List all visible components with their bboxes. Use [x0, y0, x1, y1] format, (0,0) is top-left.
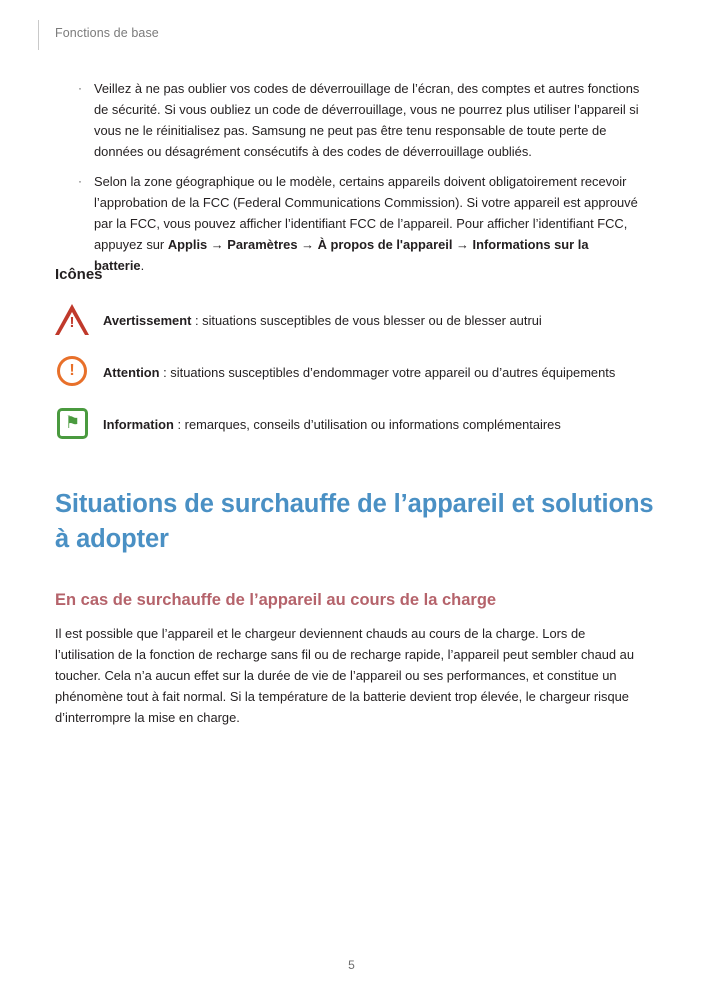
- information-glyph: ⚑: [64, 413, 81, 432]
- icons-heading: Icônes: [55, 266, 103, 283]
- icon-legend-text: [103, 311, 542, 330]
- bullet-text-segment: Selon la zone géographique ou le modèle, certains appareils doivent obligatoirement recevoir l’approbation de la FCC (Federal Communications Commission). Si votre appareil est approuvé par la FCC, vous pouvez afficher l’identifiant FCC de l’appareil. Pour afficher l’identifiant FCC, appuyez sur: [94, 174, 638, 252]
- section-paragraph: Il est possible que l’appareil et le chargeur deviennent chauds au cours de la charge. Lors de l’utilisation de la fonction de recharge sans fil ou de recharge rapide, l’appareil peut sembler chaud au toucher. Cela n’a aucun effet sur la durée de vie de l’appareil ou ses performances, et constitue un phénomène tout à fait normal. Si la température de la batterie devient trop élevée, le chargeur risque d’interrompre la mise en charge.: [55, 626, 635, 725]
- bullet-text: [94, 171, 641, 276]
- bullet-list: [78, 78, 641, 285]
- bullet-text-bold-apropos: À propos de l'appareil: [317, 237, 453, 252]
- warning-triangle-icon: [55, 302, 91, 338]
- section-subtitle: En cas de surchauffe de l’appareil au cours de la charge: [55, 591, 497, 609]
- bullet-text-bold-applis: Applis: [167, 237, 208, 252]
- bullet-text-arrow: →: [297, 237, 318, 252]
- bullet-marker: ·: [78, 174, 82, 188]
- icon-legend-term: Information: [103, 416, 174, 432]
- bullet-text-arrow: →: [452, 237, 473, 252]
- icon-legend-description: : situations susceptibles d’endommager votre appareil ou d’autres équipements: [159, 364, 616, 380]
- icon-legend-term: Avertissement: [103, 312, 192, 328]
- bullet-text-bold-parametres: Paramètres: [227, 237, 298, 252]
- icon-legend-row-caution: [55, 352, 645, 392]
- icon-legend-row-information: [55, 404, 645, 444]
- page-number: 5: [348, 958, 355, 972]
- icon-legend-description: : remarques, conseils d’utilisation ou informations complémentaires: [173, 416, 561, 432]
- bullet-text-segment: Veillez à ne pas oublier vos codes de déverrouillage de l’écran, des comptes et autres fonctions de sécurité. Si vous oubliez un code de déverrouillage, vous ne pourrez plus utiliser l’appareil si vous ne le réinitialisez pas. Samsung ne peut pas être tenu responsable de toute perte de données ou désagrément consécutifs à des codes de déverrouillage oubliés.: [94, 81, 640, 159]
- list-item: [78, 171, 641, 276]
- icon-legend-description: : situations susceptibles de vous blesser ou de blesser autrui: [191, 312, 542, 328]
- bullet-text-arrow: →: [207, 237, 228, 252]
- information-bell-icon: [55, 406, 91, 442]
- bullet-text: [94, 78, 641, 162]
- icon-legend-text: [103, 415, 561, 434]
- bullet-marker: ·: [78, 81, 82, 95]
- bullet-text-bold-batterie: Informations sur la batterie: [94, 237, 589, 273]
- bullet-text-period: .: [140, 258, 145, 273]
- header-title: Fonctions de base: [55, 26, 159, 40]
- caution-glyph: !: [69, 362, 75, 379]
- section-title: Situations de surchauffe de l’appareil et solutions à adopter: [55, 490, 654, 553]
- list-item: [78, 78, 641, 162]
- header-divider: [38, 20, 39, 50]
- warning-glyph: !: [69, 314, 75, 331]
- caution-circle-icon: [55, 354, 91, 390]
- icon-legend-row-warning: [55, 300, 645, 340]
- icon-legend-term: Attention: [103, 364, 160, 380]
- page-header: [38, 20, 658, 54]
- icon-legend-text: [103, 363, 615, 382]
